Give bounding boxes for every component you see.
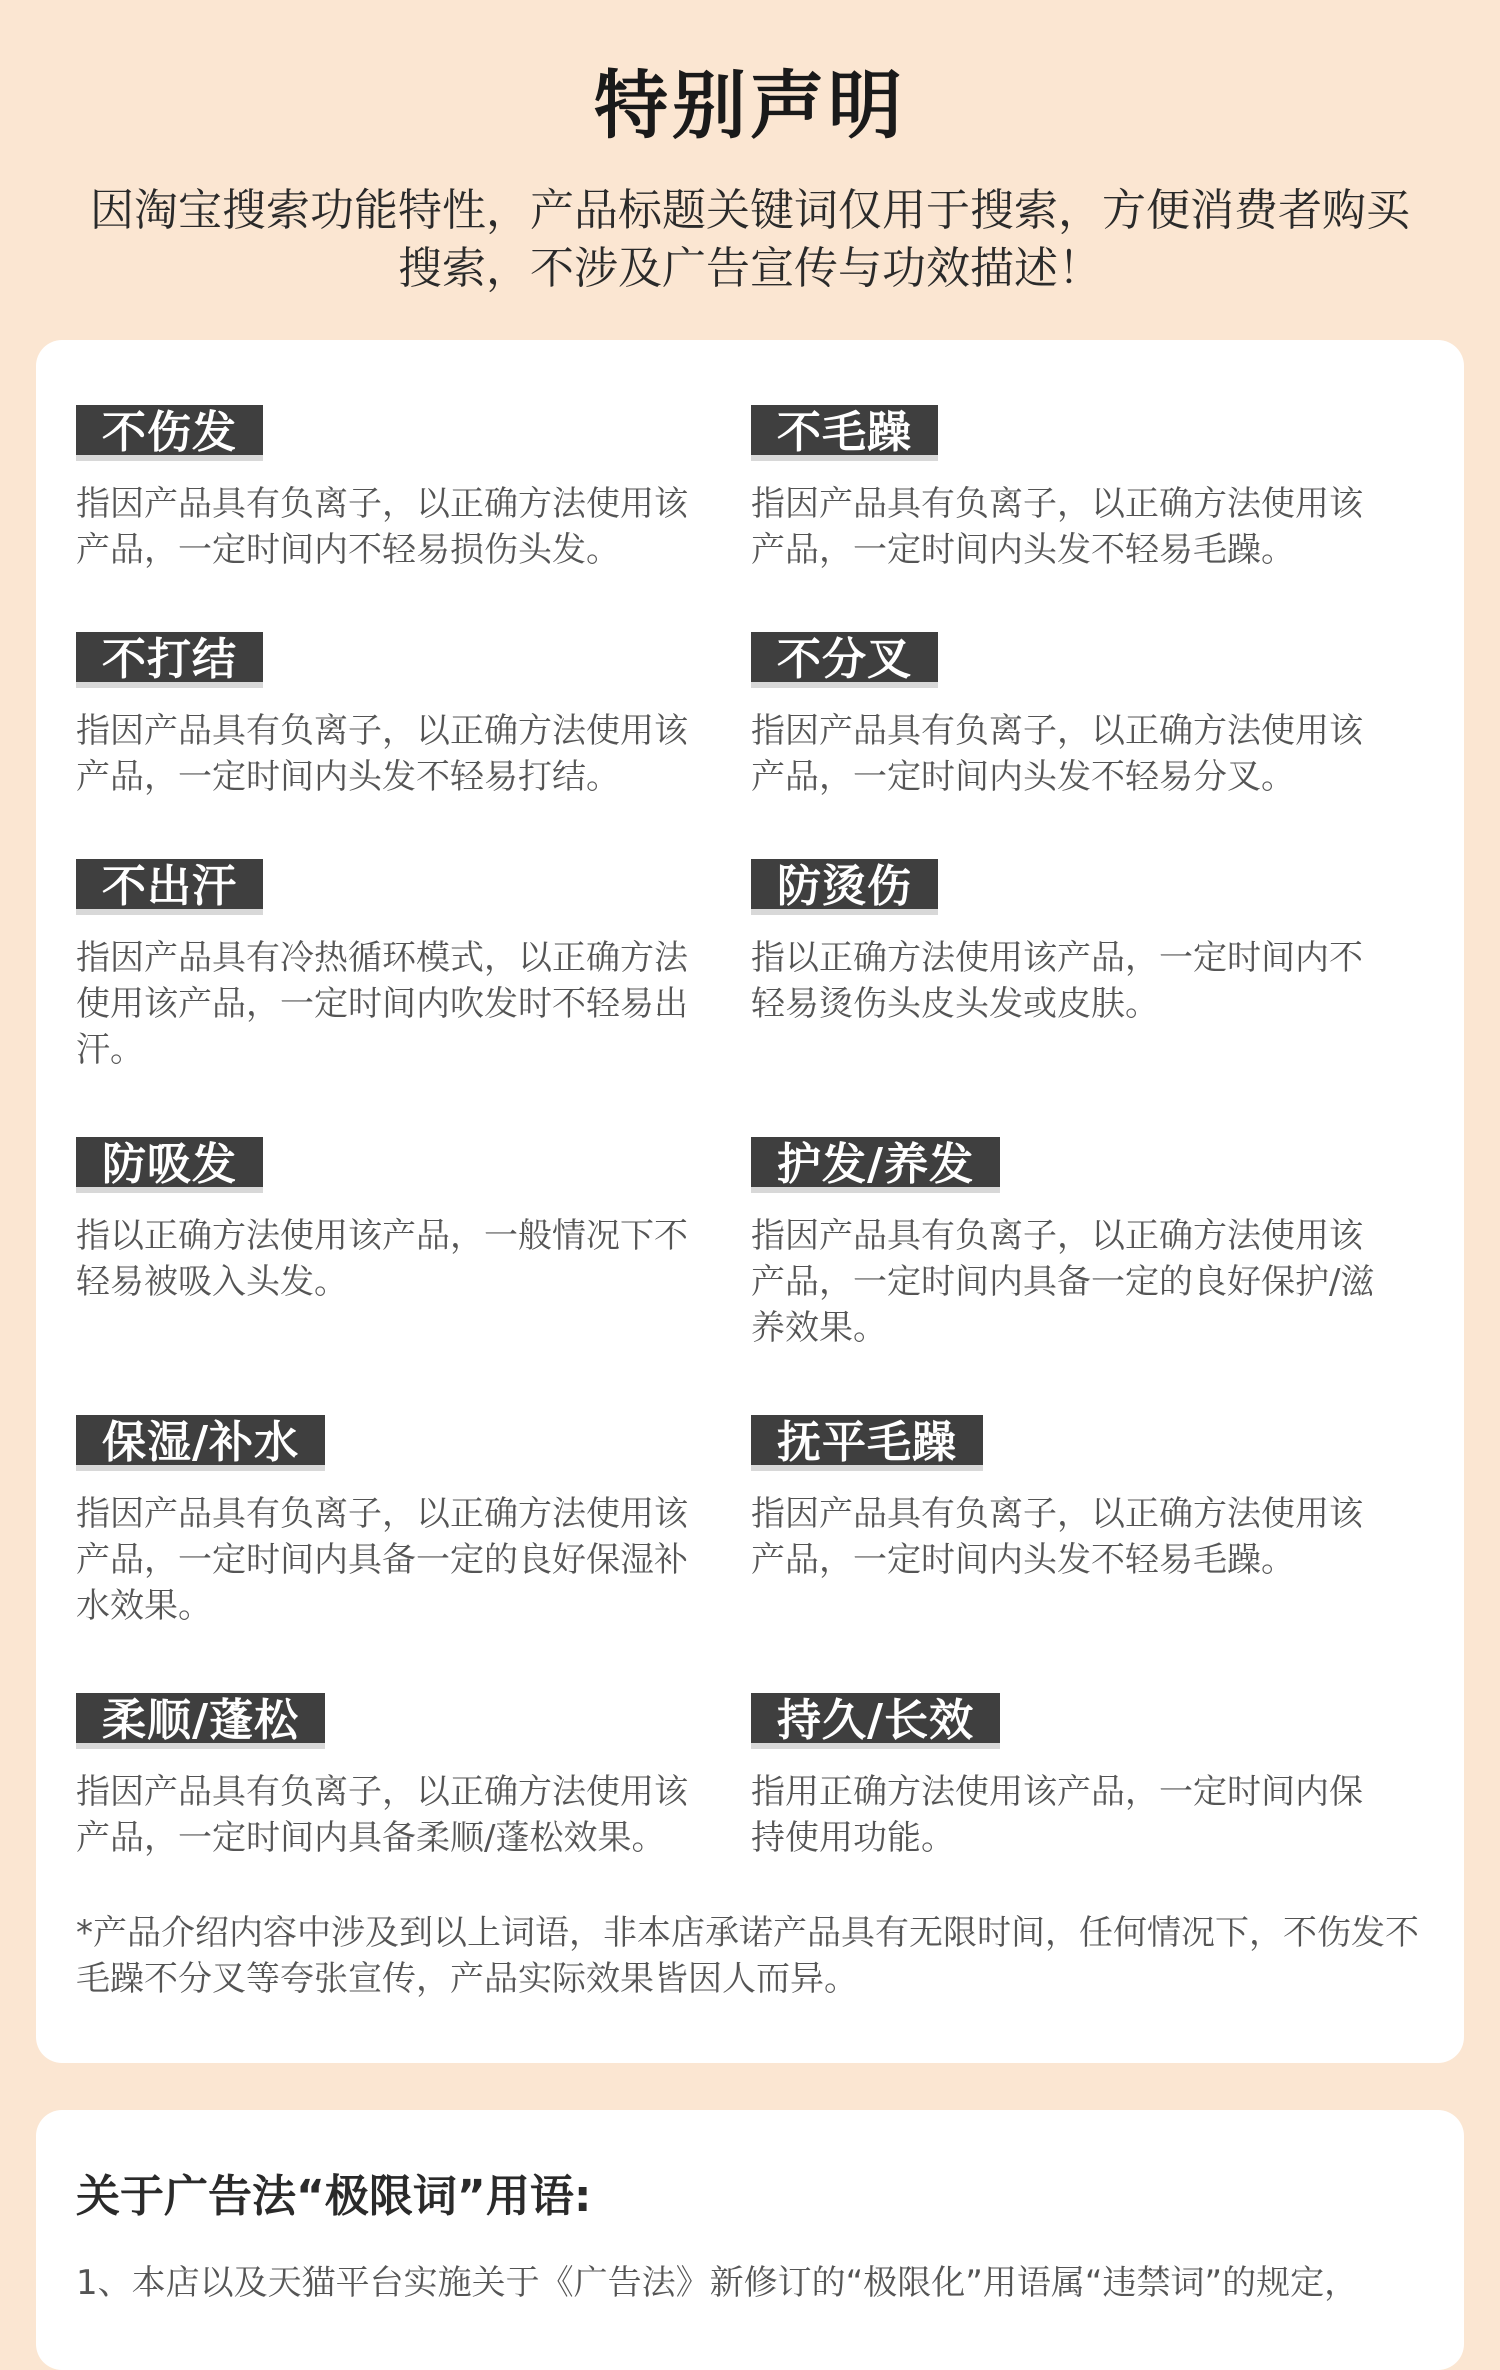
item-1 bbox=[751, 405, 1391, 573]
item-desc: 指用正确方法使用该产品，一定时间内保持使用功能。 bbox=[751, 1772, 1363, 1858]
item-tag: 防烫伤 bbox=[751, 859, 938, 915]
item-0 bbox=[76, 405, 716, 573]
item-tag: 护发/养发 bbox=[751, 1137, 1000, 1193]
item-desc: 指因产品具有负离子，以正确方法使用该产品，一定时间内头发不轻易毛躁。 bbox=[751, 1494, 1363, 1580]
item-desc: 指因产品具有负离子，以正确方法使用该产品，一定时间内头发不轻易分叉。 bbox=[751, 711, 1363, 797]
item-desc: 指以正确方法使用该产品，一般情况下不轻易被吸入头发。 bbox=[76, 1216, 688, 1302]
declaration-card bbox=[36, 340, 1464, 2063]
item-desc: 指以正确方法使用该产品，一定时间内不轻易烫伤头皮头发或皮肤。 bbox=[751, 938, 1363, 1024]
item-tag: 不毛躁 bbox=[751, 405, 938, 461]
item-tag: 防吸发 bbox=[76, 1137, 263, 1193]
item-desc: 指因产品具有负离子，以正确方法使用该产品，一定时间内具备一定的良好保护/滋养效果。 bbox=[751, 1216, 1375, 1348]
ad-law-title: 关于广告法“极限词”用语: bbox=[76, 2171, 592, 2222]
item-tag: 不伤发 bbox=[76, 405, 263, 461]
ad-law-card bbox=[36, 2110, 1464, 2370]
item-desc: 指因产品具有负离子，以正确方法使用该产品，一定时间内不轻易损伤头发。 bbox=[76, 484, 688, 570]
footnote: *产品介绍内容中涉及到以上词语，非本店承诺产品具有无限时间，任何情况下，不伤发不毛躁不分叉等夸张宣传，产品实际效果皆因人而异。 bbox=[76, 1913, 1419, 1999]
item-tag: 不分叉 bbox=[751, 632, 938, 688]
item-7 bbox=[751, 1137, 1391, 1351]
item-desc: 指因产品具有负离子，以正确方法使用该产品，一定时间内头发不轻易毛躁。 bbox=[751, 484, 1363, 570]
item-tag: 柔顺/蓬松 bbox=[76, 1693, 325, 1749]
item-tag: 保湿/补水 bbox=[76, 1415, 325, 1471]
intro-text: 因淘宝搜索功能特性，产品标题关键词仅用于搜索，方便消费者购买搜索，不涉及广告宣传与功效描述！ bbox=[90, 185, 1410, 294]
item-desc: 指因产品具有负离子，以正确方法使用该产品，一定时间内具备一定的良好保湿补水效果。 bbox=[76, 1494, 688, 1626]
item-8 bbox=[76, 1415, 716, 1629]
item-tag: 持久/长效 bbox=[751, 1693, 1000, 1749]
item-11 bbox=[751, 1693, 1391, 1861]
page-title: 特别声明 bbox=[594, 63, 906, 149]
item-tag: 抚平毛躁 bbox=[751, 1415, 983, 1471]
item-desc: 指因产品具有负离子，以正确方法使用该产品，一定时间内具备柔顺/蓬松效果。 bbox=[76, 1772, 688, 1858]
ad-law-rule: 1、本店以及天猫平台实施关于《广告法》新修订的“极限化”用语属“违禁词”的规定， bbox=[76, 2263, 1359, 2303]
item-desc: 指因产品具有冷热循环模式，以正确方法使用该产品，一定时间内吹发时不轻易出汗。 bbox=[76, 938, 688, 1070]
item-2 bbox=[76, 632, 716, 800]
item-4 bbox=[76, 859, 716, 1073]
item-10 bbox=[76, 1693, 716, 1861]
item-tag: 不打结 bbox=[76, 632, 263, 688]
item-9 bbox=[751, 1415, 1391, 1583]
item-desc: 指因产品具有负离子，以正确方法使用该产品，一定时间内头发不轻易打结。 bbox=[76, 711, 688, 797]
item-6 bbox=[76, 1137, 716, 1305]
item-5 bbox=[751, 859, 1391, 1027]
item-tag: 不出汗 bbox=[76, 859, 263, 915]
item-3 bbox=[751, 632, 1391, 800]
